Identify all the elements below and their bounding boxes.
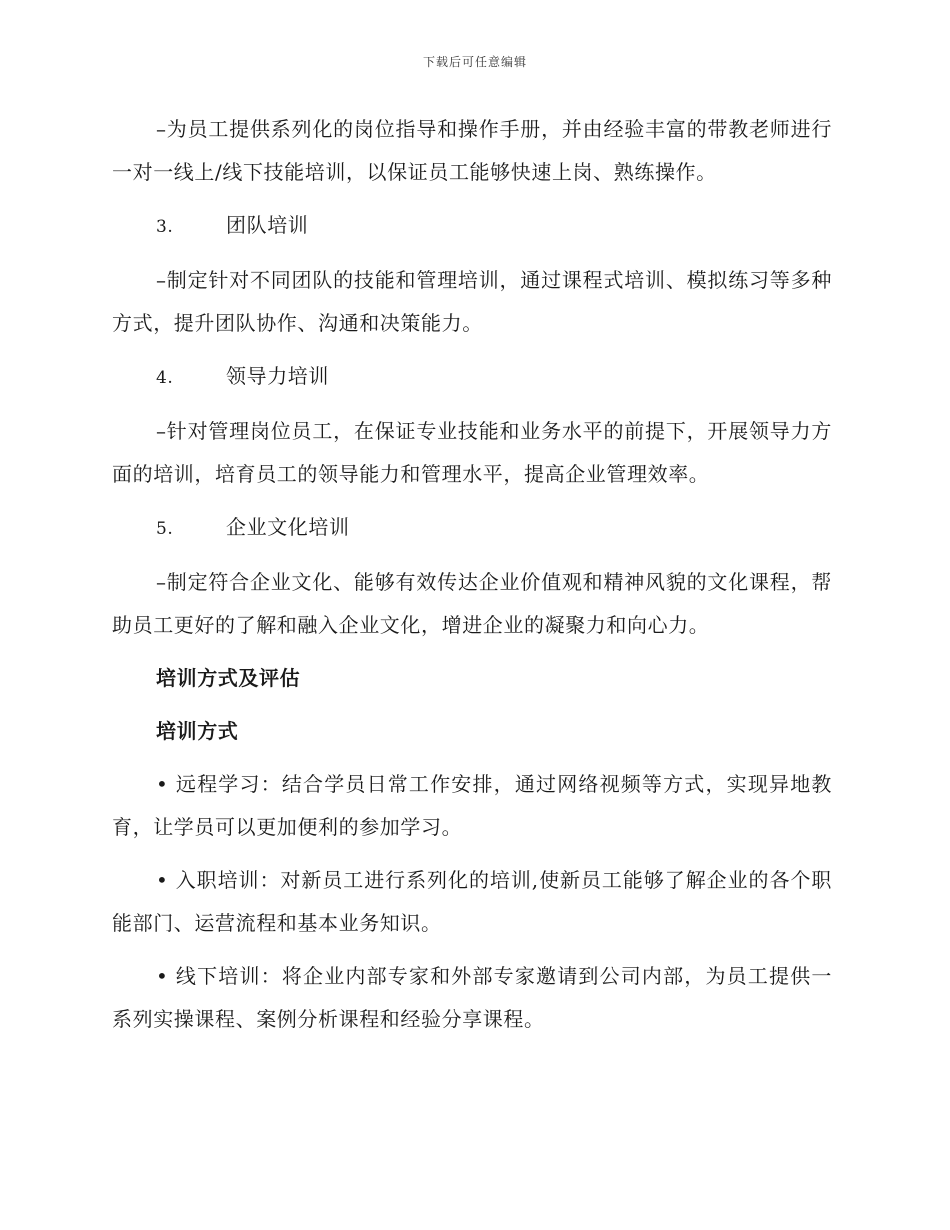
bullet-offline-training: • 线下培训：将企业内部专家和外部专家邀请到公司内部，为员工提供一系列实操课程、案例分析课程和经验分享课程。 (112, 964, 832, 1031)
item-title: 领导力培训 (226, 364, 329, 388)
paragraph-onboarding-guidance: –为员工提供系列化的岗位指导和操作手册，并由经验丰富的带教老师进行一对一线上/线下技能培训，以保证员工能够快速上岗、熟练操作。 (112, 117, 832, 184)
item-number: 3. (156, 217, 174, 237)
paragraph-leadership-training: –针对管理岗位员工，在保证专业技能和业务水平的前提下，开展领导力方面的培训，培育员工的领导能力和管理水平，提高企业管理效率。 (112, 419, 832, 486)
document-body (112, 108, 832, 1051)
item-title: 团队培训 (226, 213, 309, 237)
numbered-item-culture-training (112, 506, 832, 551)
bullet-onboarding-training: • 入职培训：对新员工进行系列化的培训,使新员工能够了解企业的各个职能部门、运营流程和基本业务知识。 (112, 868, 832, 935)
bullet-remote-learning: • 远程学习：结合学员日常工作安排，通过网络视频等方式，实现异地教育，让学员可以更加便利的参加学习。 (112, 772, 832, 839)
page-header: 下载后可任意编辑 (422, 55, 527, 69)
section-heading-methods-evaluation: 培训方式及评估 (156, 666, 301, 690)
item-number: 5. (156, 519, 174, 539)
item-number: 4. (156, 368, 174, 388)
numbered-item-team-training (112, 204, 832, 249)
paragraph-culture-training: –制定符合企业文化、能够有效传达企业价值观和精神风貌的文化课程，帮助员工更好的了解和融入企业文化，增进企业的凝聚力和向心力。 (112, 570, 832, 637)
item-title: 企业文化培训 (226, 515, 350, 539)
numbered-item-leadership-training (112, 355, 832, 400)
paragraph-team-training: –制定针对不同团队的技能和管理培训，通过课程式培训、模拟练习等多种方式，提升团队协作、沟通和决策能力。 (112, 268, 832, 335)
subsection-heading-methods: 培训方式 (156, 719, 239, 743)
